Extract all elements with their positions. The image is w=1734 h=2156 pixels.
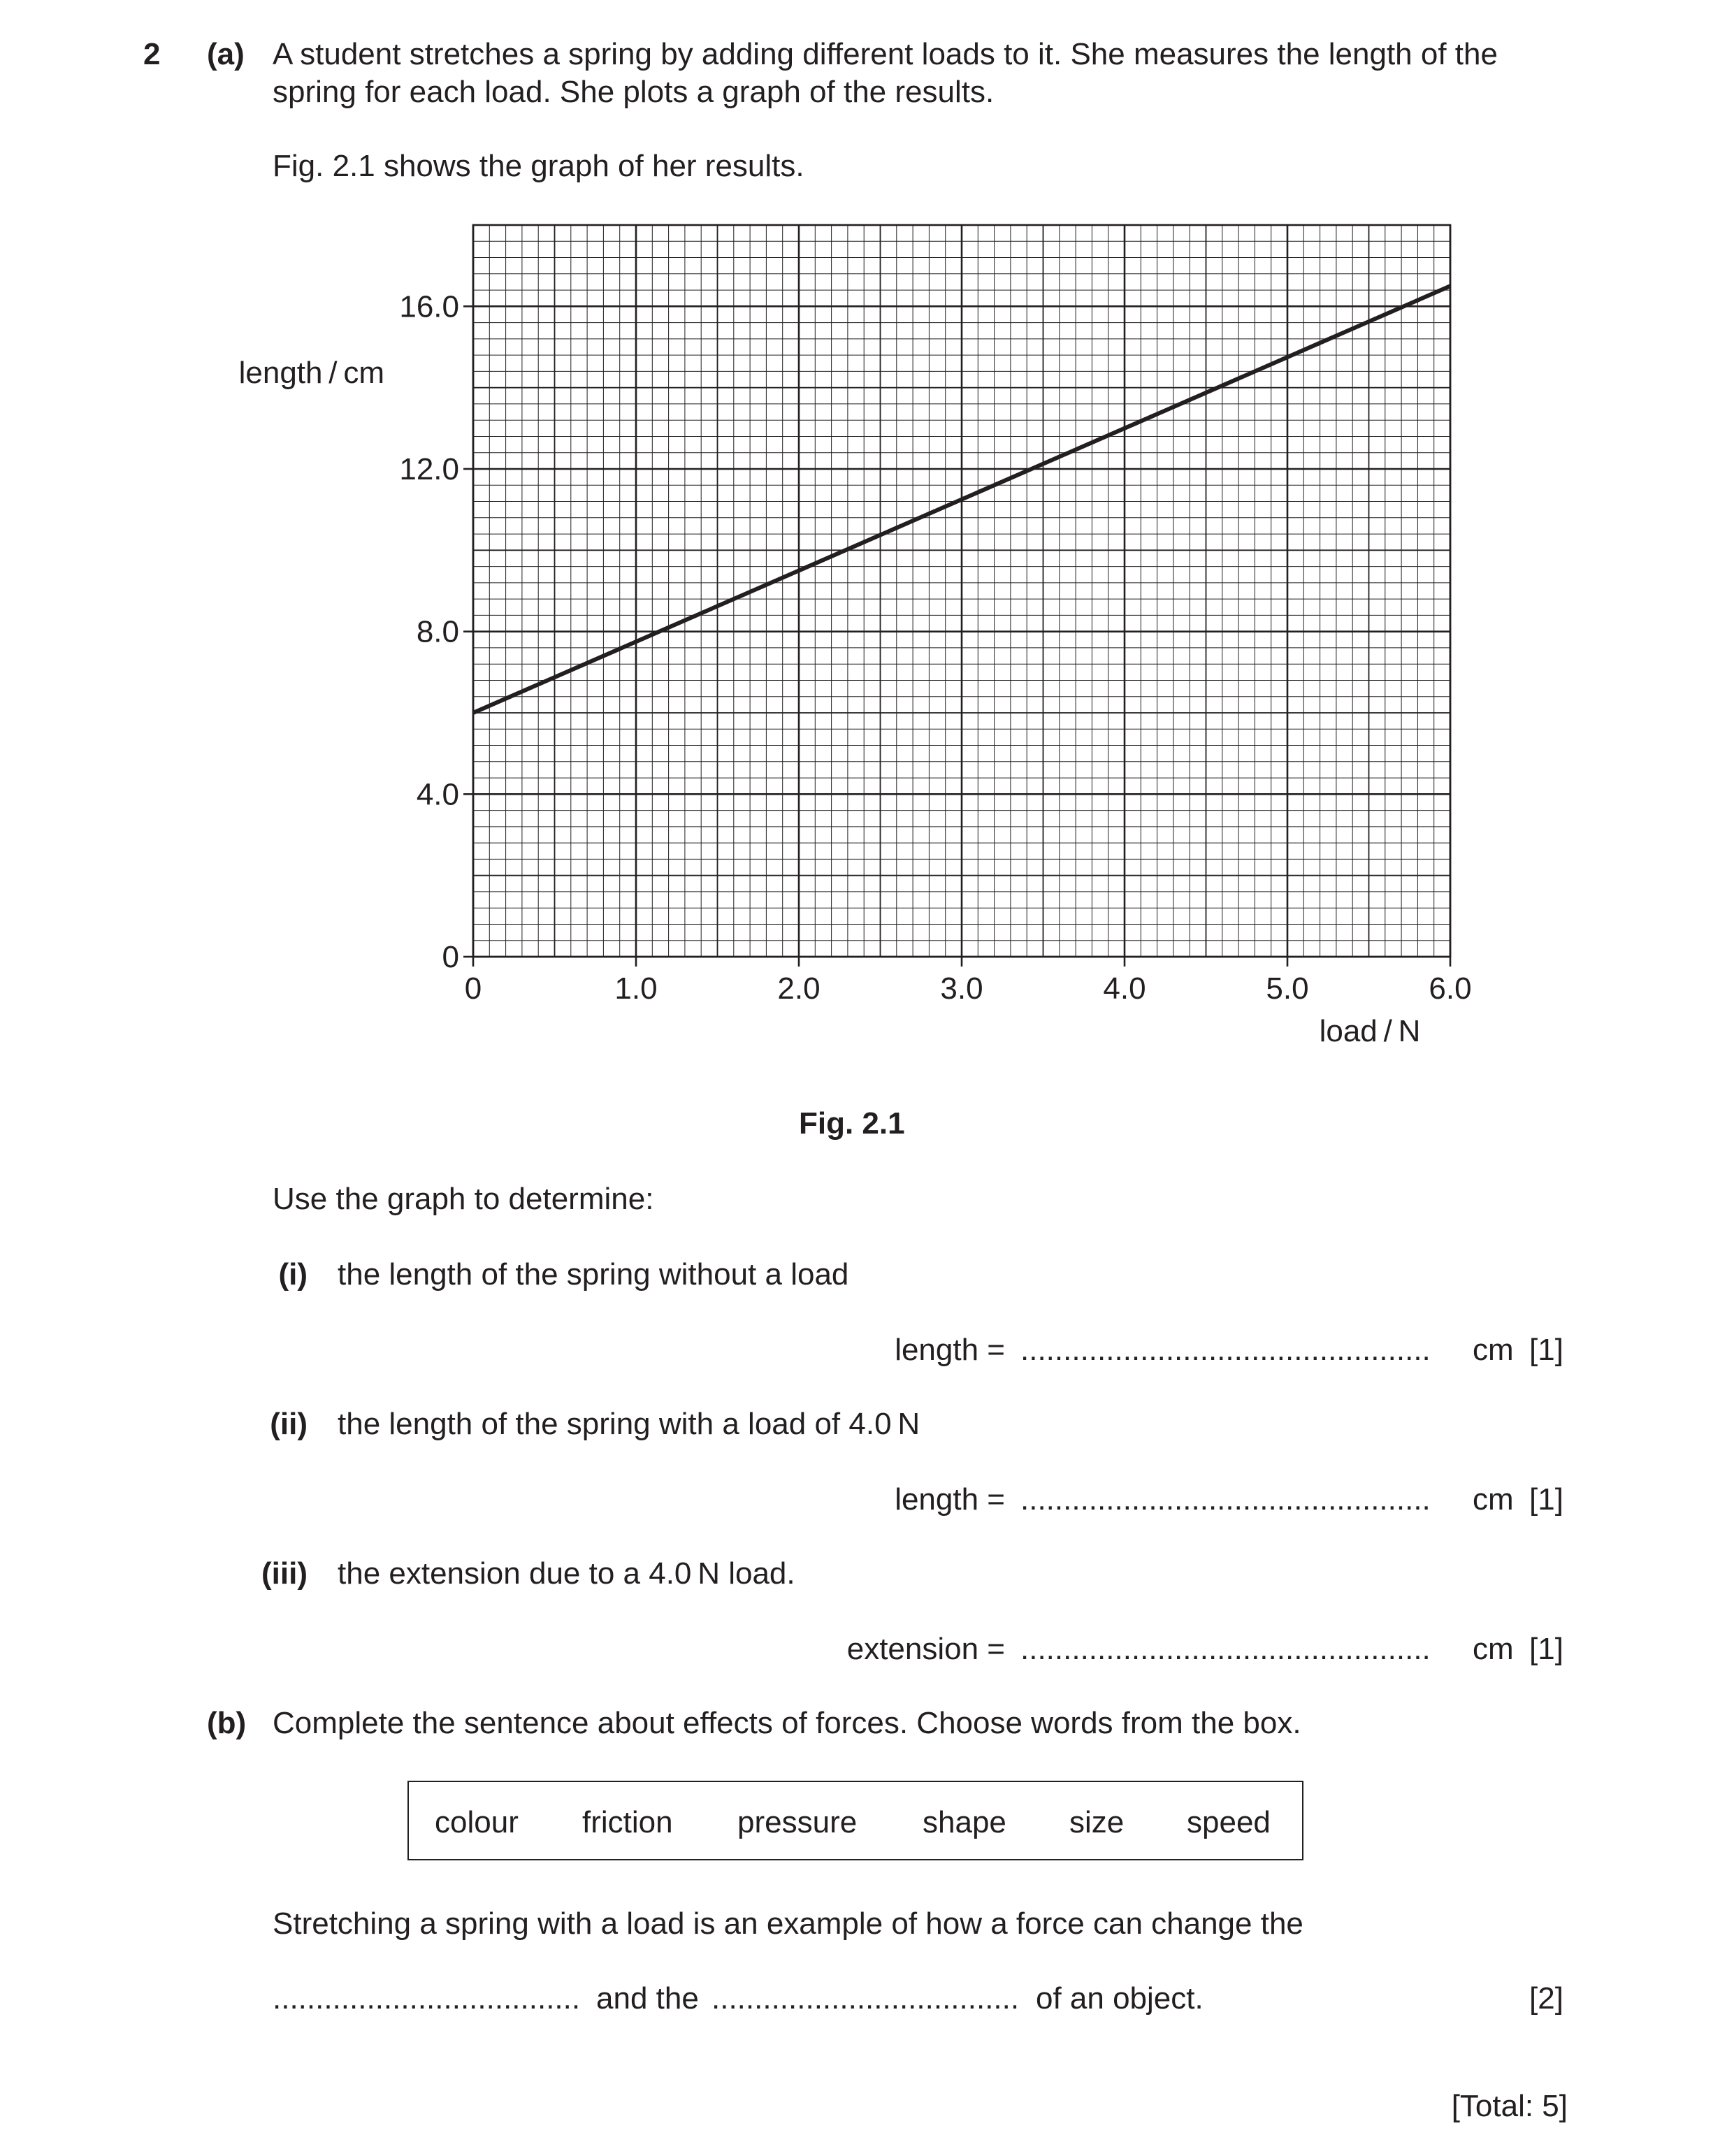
sentence-and-the: and the (596, 1981, 699, 2016)
subpart-i-marks: [1] (1529, 1333, 1563, 1367)
subpart-iii-text: the extension due to a 4.0 N load. (338, 1556, 795, 1591)
part-a-line-1: A student stretches a spring by adding different loads to it. She measures the length of the (273, 37, 1498, 71)
subpart-ii-answer-line[interactable]: ................................................ (1020, 1482, 1431, 1517)
part-a-label: (a) (207, 37, 245, 71)
subpart-ii-text: the length of the spring with a load of 4.0 N (338, 1407, 920, 1441)
part-b-instruction: Complete the sentence about effects of forces. Choose words from the box. (273, 1706, 1301, 1740)
y-axis-label: length / cm (238, 356, 384, 390)
y-tick-label: 12.0 (399, 452, 459, 486)
x-tick-label: 6.0 (1429, 971, 1472, 1006)
y-tick-label: 0 (442, 940, 459, 974)
sentence-blank-1[interactable]: .................................... (273, 1981, 581, 2016)
x-tick-label: 3.0 (940, 971, 983, 1006)
subpart-iii-marks: [1] (1529, 1632, 1563, 1666)
total-marks: [Total: 5] (1451, 2089, 1568, 2123)
subpart-i-unit: cm (1473, 1333, 1514, 1367)
subpart-i-text: the length of the spring without a load (338, 1257, 849, 1292)
subpart-iii-label: (iii) (261, 1556, 308, 1591)
x-tick-label: 0 (464, 971, 482, 1006)
word-pressure: pressure (737, 1805, 858, 1839)
subpart-ii-label: (ii) (270, 1407, 308, 1441)
sentence-of-object: of an object. (1036, 1981, 1204, 2016)
subpart-iii-unit: cm (1473, 1632, 1514, 1666)
subpart-ii-marks: [1] (1529, 1482, 1563, 1517)
figure-caption: Fig. 2.1 (799, 1106, 905, 1141)
figure-intro: Fig. 2.1 shows the graph of her results. (273, 149, 804, 183)
part-b-marks: [2] (1529, 1981, 1563, 2016)
question-number: 2 (143, 37, 161, 71)
x-tick-label: 4.0 (1103, 971, 1146, 1006)
x-axis-label: load / N (1319, 1014, 1421, 1048)
graph-grid (473, 225, 1450, 957)
word-colour: colour (435, 1805, 519, 1839)
x-tick-label: 2.0 (777, 971, 821, 1006)
word-shape: shape (923, 1805, 1006, 1839)
subpart-iii-answer-line[interactable]: ................................................ (1020, 1632, 1431, 1666)
word-friction: friction (582, 1805, 673, 1839)
sentence-line-1: Stretching a spring with a load is an example of how a force can change the (273, 1907, 1303, 1941)
use-graph-instruction: Use the graph to determine: (273, 1182, 654, 1216)
x-tick-label: 1.0 (614, 971, 658, 1006)
word-size: size (1069, 1805, 1125, 1839)
word-speed: speed (1187, 1805, 1271, 1839)
subpart-i-answer-line[interactable]: ................................................ (1020, 1333, 1431, 1367)
subpart-i-label: (i) (278, 1257, 308, 1292)
sentence-blank-2[interactable]: .................................... (711, 1981, 1020, 2016)
graph-axis-ticks (463, 306, 1450, 967)
y-tick-label: 8.0 (416, 614, 459, 649)
x-tick-label: 5.0 (1266, 971, 1309, 1006)
y-tick-label: 16.0 (399, 289, 459, 324)
subpart-iii-answer-label: extension = (846, 1632, 1005, 1666)
part-a-line-2: spring for each load. She plots a graph of the results. (273, 75, 995, 109)
part-b-label: (b) (207, 1706, 247, 1740)
y-tick-label: 4.0 (416, 777, 459, 812)
subpart-ii-answer-label: length = (895, 1482, 1005, 1517)
subpart-i-answer-label: length = (895, 1333, 1005, 1367)
subpart-ii-unit: cm (1473, 1482, 1514, 1517)
